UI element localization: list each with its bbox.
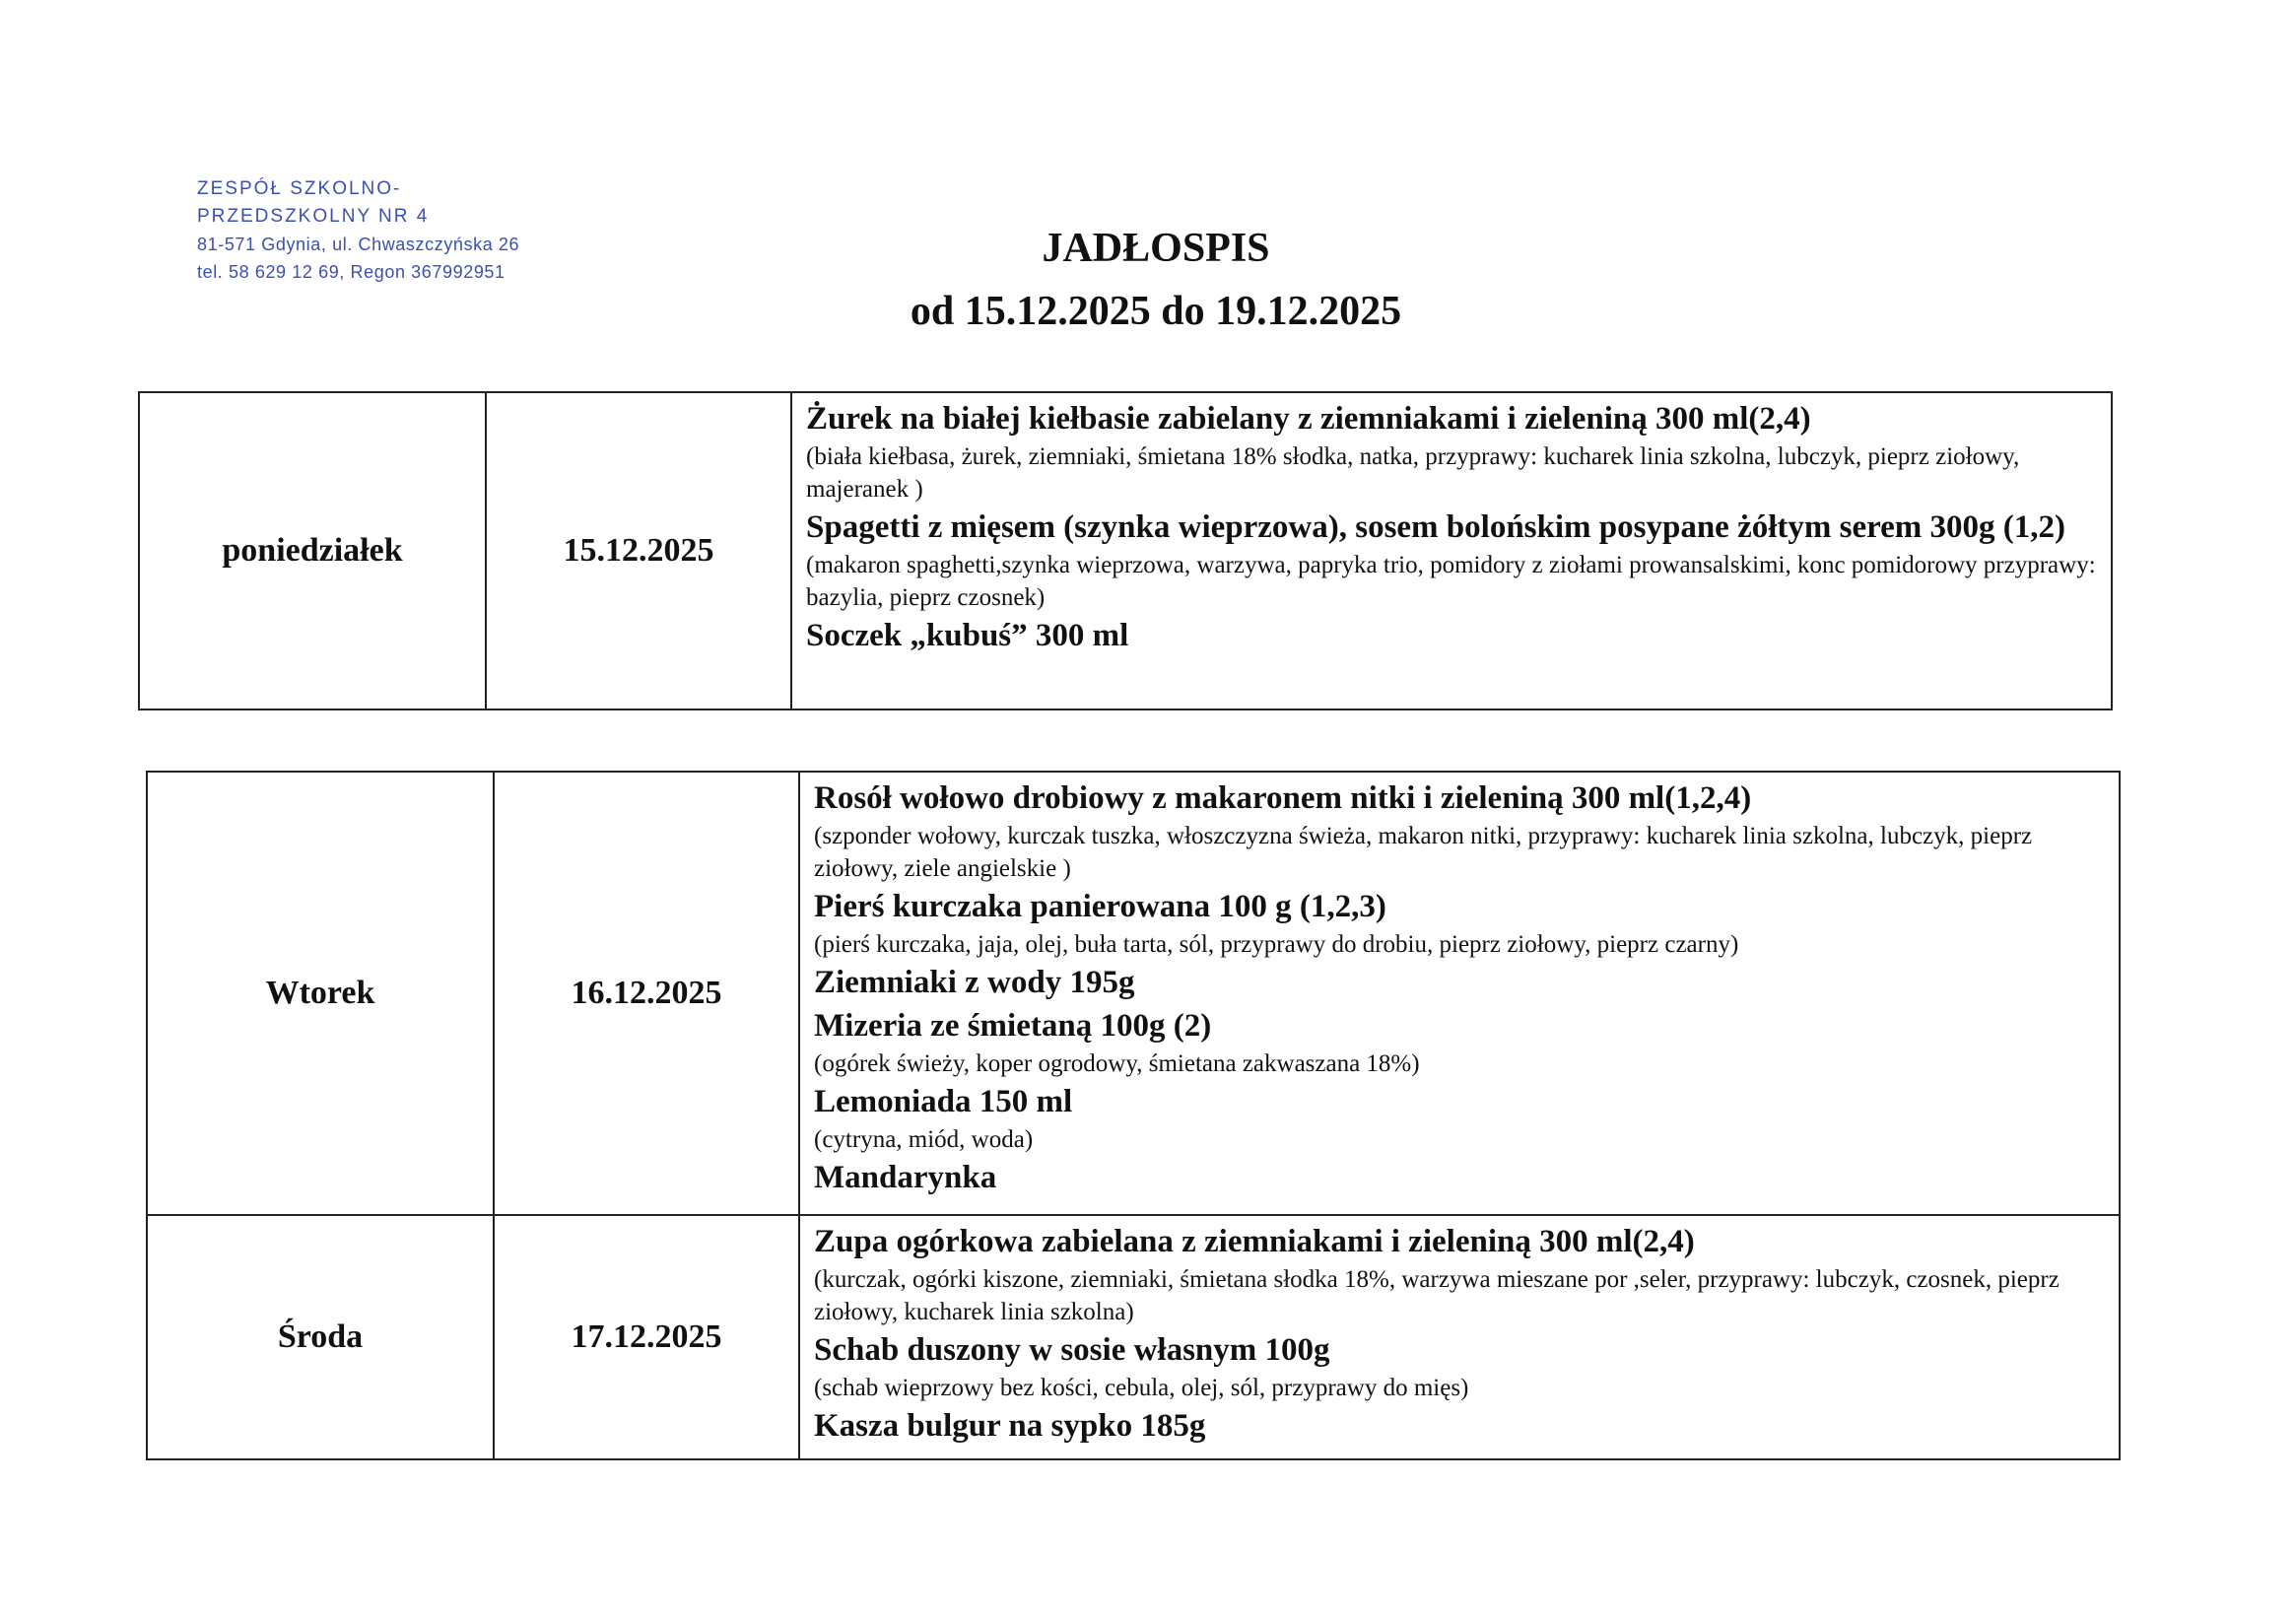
dish-ingredients: (pierś kurczaka, jaja, olej, buła tarta, sól, przyprawy do drobiu, pieprz ziołowy, pieprz czarny): [814, 931, 1739, 958]
date-cell: 15.12.2025: [486, 392, 791, 709]
dish-name: Lemoniada 150 ml: [814, 1084, 1073, 1119]
dish-ingredients: (biała kiełbasa, żurek, ziemniaki, śmietana 18% słodka, natka, przyprawy: kucharek linia szkolna, lubczyk, pieprz ziołowy, majeranek ): [806, 443, 2020, 503]
day-cell: poniedziałek: [139, 392, 486, 709]
dish-ingredients: (kurczak, ogórki kiszone, ziemniaki, śmietana słodka 18%, warzywa mieszane por ,seler, przyprawy: lubczyk, czosnek, pieprz ziołowy, kucharek linia szkolna): [814, 1266, 2060, 1325]
date-cell: 16.12.2025: [494, 772, 799, 1215]
dish-ingredients: (cytryna, miód, woda): [814, 1126, 1034, 1153]
menu-row: [139, 392, 2112, 709]
dish-name: Schab duszony w sosie własnym 100g: [814, 1332, 1330, 1368]
dish-name: Spagetti z mięsem (szynka wieprzowa), sosem bolońskim posypane żółtym serem 300g (1,2): [806, 509, 2066, 545]
dish-name: Mandarynka: [814, 1160, 997, 1195]
dish-ingredients: (makaron spaghetti,szynka wieprzowa, warzywa, papryka trio, pomidory z ziołami prowansalskimi, konc pomidorowy przyprawy: bazylia, pieprz czosnek): [806, 552, 2096, 611]
menu-table-tue-wed: [146, 771, 2121, 1460]
date-cell: 17.12.2025: [494, 1215, 799, 1459]
dish-name: Żurek na białej kiełbasie zabielany z ziemniakami i zieleniną 300 ml(2,4): [806, 401, 1811, 437]
dishes-cell: [799, 1215, 2120, 1459]
dish-name: Mizeria ze śmietaną 100g (2): [814, 1008, 1212, 1044]
dish-ingredients: (szponder wołowy, kurczak tuszka, włoszczyzna świeża, makaron nitki, przyprawy: kucharek linia szkolna, lubczyk, pieprz ziołowy, ziele angielskie ): [814, 823, 2033, 882]
dishes-cell: [799, 772, 2120, 1215]
menu-row: [147, 772, 2120, 1215]
page-title: JADŁOSPIS: [1042, 226, 1270, 271]
menu-table-monday: [138, 391, 2113, 710]
dish-ingredients: (ogórek świeży, koper ogrodowy, śmietana zakwaszana 18%): [814, 1050, 1420, 1077]
dish-ingredients: (schab wieprzowy bez kości, cebula, olej, sól, przyprawy do mięs): [814, 1375, 1469, 1401]
dishes-cell: [791, 392, 2112, 709]
dish-name: Ziemniaki z wody 195g: [814, 965, 1135, 1000]
menu-row: [147, 1215, 2120, 1459]
day-cell: Środa: [147, 1215, 494, 1459]
day-cell: Wtorek: [147, 772, 494, 1215]
dish-name: Rosół wołowo drobiowy z makaronem nitki i zieleniną 300 ml(1,2,4): [814, 780, 1752, 816]
stamp-name: ZESPÓŁ SZKOLNO-PRZEDSZKOLNY NR 4: [197, 178, 430, 227]
stamp-address: 81-571 Gdynia, ul. Chwaszczyńska 26: [197, 235, 520, 254]
dish-name: Soczek „kubuś” 300 ml: [806, 618, 1129, 653]
dish-name: Pierś kurczaka panierowana 100 g (1,2,3): [814, 889, 1386, 924]
dish-name: Kasza bulgur na sypko 185g: [814, 1408, 1206, 1444]
stamp-phone: tel. 58 629 12 69, Regon 367992951: [197, 262, 506, 282]
dish-name: Zupa ogórkowa zabielana z ziemniakami i zieleniną 300 ml(2,4): [814, 1224, 1695, 1259]
date-range: od 15.12.2025 do 19.12.2025: [910, 289, 1402, 334]
